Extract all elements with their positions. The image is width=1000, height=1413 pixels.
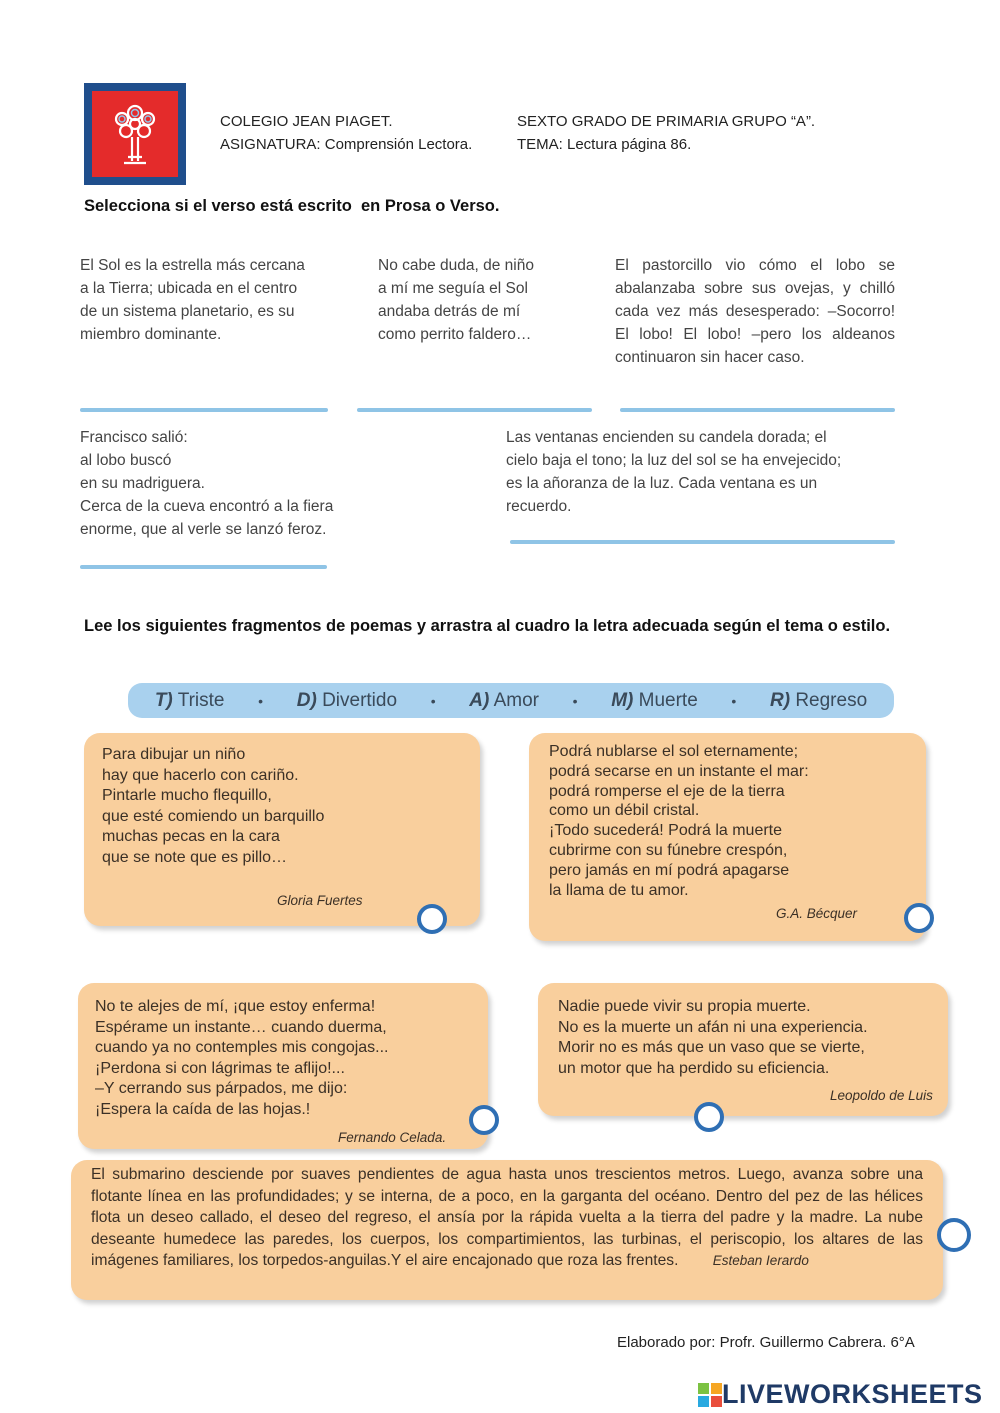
poem-card-1 <box>84 733 480 926</box>
poem-card-2 <box>529 733 926 941</box>
liveworksheets-brand <box>698 1379 983 1410</box>
legend-item-amor: A) Amor <box>469 689 539 711</box>
legend-bullet: • <box>430 692 436 709</box>
answer-line-4[interactable] <box>80 565 327 569</box>
theme-legend <box>128 683 894 718</box>
tree-logo-icon <box>92 91 178 177</box>
drop-box-5[interactable] <box>937 1218 971 1252</box>
legend-item-triste: T) Triste <box>154 689 225 711</box>
section1-instruction: Selecciona si el verso está escrito en Prosa o Verso. <box>84 197 500 215</box>
passage-2: No cabe duda, de niño a mí me seguía el Sol andaba detrás de mí como perrito faldero… <box>378 257 534 343</box>
drop-box-4[interactable] <box>694 1102 724 1132</box>
drop-box-1[interactable] <box>417 904 447 934</box>
passage-3: El pastorcillo vio cómo el lobo se abalanzaba sobre sus ovejas, y chilló cada vez más desesperado: –Socorro! El lobo! El lobo! –pero los aldeanos continuaron sin hacer caso. <box>615 257 895 366</box>
poem-author: Gloria Fuertes <box>277 893 363 908</box>
drop-box-3[interactable] <box>469 1105 499 1135</box>
poem-card-3 <box>78 983 488 1149</box>
poem-author: Leopoldo de Luis <box>830 1088 933 1103</box>
legend-item-regreso: R) Regreso <box>769 689 868 711</box>
topic: TEMA: Lectura página 86. <box>517 136 692 153</box>
grade-group: SEXTO GRADO DE PRIMARIA GRUPO “A”. <box>517 113 816 130</box>
passage-4: Francisco salió: al lobo buscó en su madriguera. Cerca de la cueva encontró a la fiera enorme, que al verle se lanzó feroz. <box>80 429 334 538</box>
poem-text: Nadie puede vivir su propia muerte. No es la muerte un afán ni una experiencia. Morir no es más que un vaso que se vierte, un motor que ha perdido su eficiencia. <box>558 998 868 1077</box>
liveworksheets-logo-icon <box>698 1383 722 1407</box>
poem-card-5 <box>71 1160 943 1300</box>
answer-line-5[interactable] <box>510 540 895 544</box>
legend-item-muerte: M) Muerte <box>611 689 698 711</box>
poem-author: Fernando Celada. <box>338 1130 447 1145</box>
poem-text: No te alejes de mí, ¡que estoy enferma! Espérame un instante… cuando duerma, cuando ya no contemples mis congojas... ¡Perdona si con lágrimas te aflijo!... –Y cerrando sus párpados, me dijo: ¡Espera la caída de las hojas.! <box>95 998 389 1118</box>
poem-author: Esteban Ierardo <box>712 1253 809 1268</box>
section2-instruction: Lee los siguientes fragmentos de poemas y arrastra al cuadro la letra adecuada según el tema o estilo. <box>84 617 891 635</box>
subject-name: ASIGNATURA: Comprensión Lectora. <box>220 136 473 153</box>
drop-box-2[interactable] <box>904 903 934 933</box>
passage-1: El Sol es la estrella más cercana a la Tierra; ubicada en el centro de un sistema planetario, es su miembro dominante. <box>80 257 305 343</box>
brand-name: LIVEWORKSHEETS <box>722 1379 983 1409</box>
poem-author: G.A. Bécquer <box>776 906 858 921</box>
poem-text: Para dibujar un niño hay que hacerlo con cariño. Pintarle mucho flequillo, que esté comiendo un barquillo muchas pecas en la cara que se note que es pillo… <box>102 746 325 866</box>
answer-line-3[interactable] <box>620 408 895 412</box>
answer-line-1[interactable] <box>80 408 328 412</box>
school-name: COLEGIO JEAN PIAGET. <box>220 113 393 130</box>
poem-text: El submarino desciende por suaves pendientes de agua hasta unos trescientos metros. Luego, avanza sobre una flotante línea en las profundidades; y se interna, de a poco, en la garganta del océano. Dentro del pez de las hélices flota un deseo callado, el deseo del regreso, el ansía por la rápida vuelta a la tierra del padre y la madre. La nube deseante humedece las paredes, los cuerpos, los compartimientos, las turbinas, el periscopio, los altares de las imágenes familiares, los torpedos-anguilas.Y el aire encajonado que roza las frentes. <box>91 1166 923 1269</box>
legend-bullet: • <box>258 692 264 709</box>
footer-credit: Elaborado por: Profr. Guillermo Cabrera. 6°A <box>617 1334 915 1351</box>
legend-bullet: • <box>572 692 578 709</box>
passage-5: Las ventanas encienden su candela dorada; el cielo baja el tono; la luz del sol se ha envejecido; es la añoranza de la luz. Cada ventana es un recuerdo. <box>506 429 842 515</box>
school-logo <box>84 83 186 185</box>
legend-item-divertido: D) Divertido <box>296 689 398 711</box>
legend-bullet: • <box>731 692 737 709</box>
poem-card-4 <box>538 983 948 1116</box>
answer-line-2[interactable] <box>357 408 592 412</box>
poem-text: Podrá nublarse el sol eternamente; podrá secarse en un instante el mar: podrá romperse el eje de la tierra como un débil cristal. ¡Todo sucederá! Podrá la muerte cubrirme con su fúnebre crespón, pero jamás en mí podrá apagarse la llama de tu amor. <box>549 743 809 899</box>
